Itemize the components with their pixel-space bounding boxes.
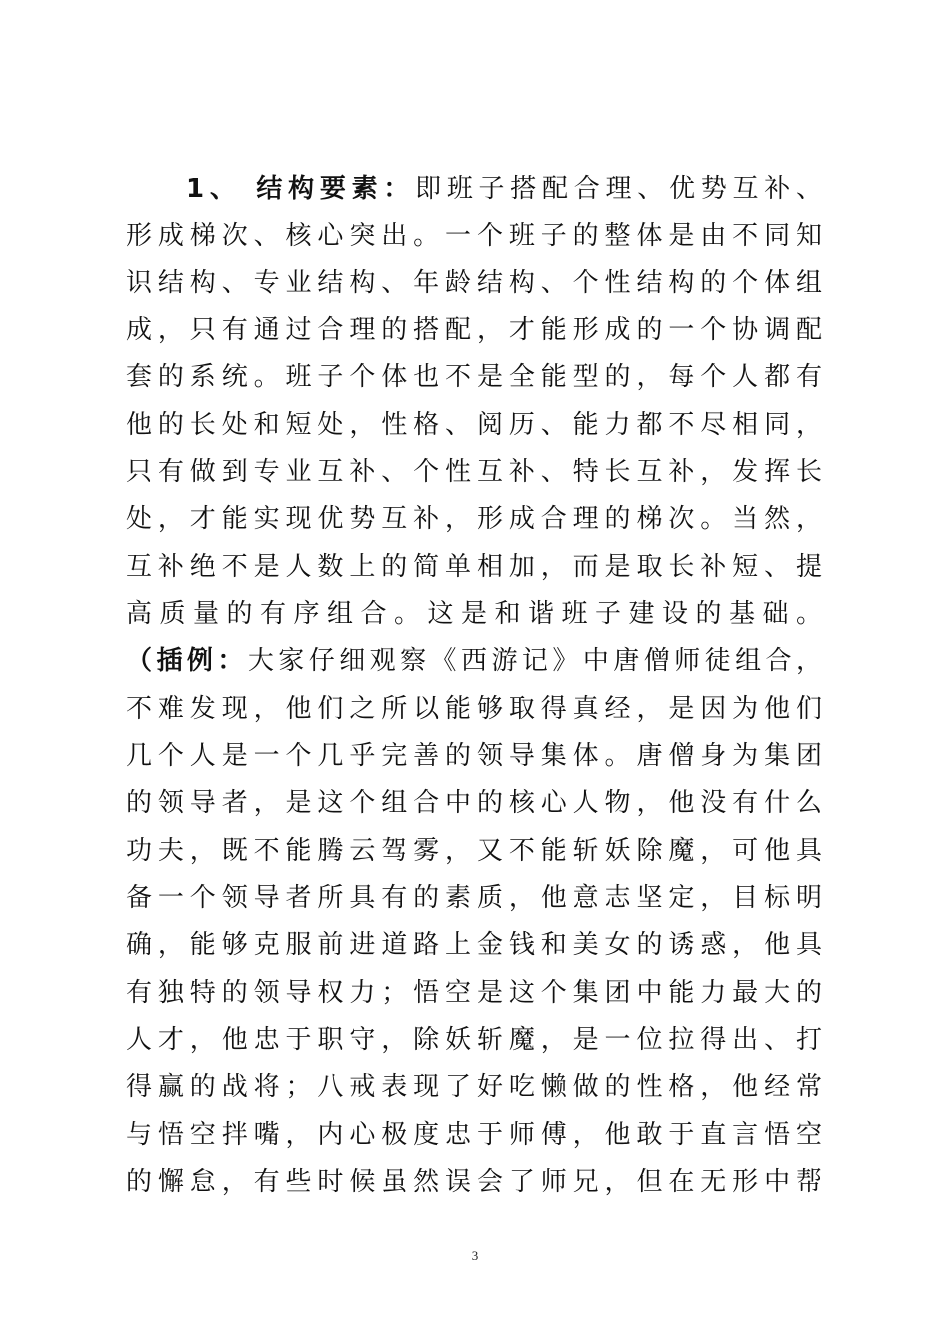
line-text: 套的系统。班子个体也不是全能型的，每个人都有 — [126, 362, 822, 392]
line-text: 处，才能实现优势互补，形成合理的梯次。当然， — [126, 504, 822, 534]
paragraph-line — [126, 594, 822, 634]
line-text: 只有做到专业互补、个性互补、特长互补，发挥长 — [126, 457, 822, 487]
paragraph-line — [126, 1020, 822, 1060]
line-text: 的领导者，是这个组合中的核心人物，他没有什么 — [126, 788, 822, 818]
line-text: 高质量的有序组合。这是和谐班子建设的基础。 — [126, 599, 822, 629]
paragraph-line — [126, 452, 822, 492]
line-text: 功夫，既不能腾云驾雾，又不能斩妖除魔，可他具 — [126, 836, 822, 866]
paragraph-line — [126, 263, 822, 303]
paragraph-line — [126, 783, 822, 823]
paragraph-line — [126, 1067, 822, 1107]
line-text: 有独特的领导权力；悟空是这个集团中能力最大的 — [126, 978, 822, 1008]
paragraph-line — [186, 169, 822, 209]
line-text: 即班子搭配合理、优势互补、 — [415, 174, 822, 204]
paragraph-line — [126, 216, 822, 256]
paragraph-line — [126, 547, 822, 587]
line-text: 大家仔细观察《西游记》中唐僧师徒组合， — [247, 646, 822, 676]
line-text: 他的长处和短处，性格、阅历、能力都不尽相同， — [126, 410, 822, 440]
paragraph-line — [126, 878, 822, 918]
example-heading: （插例： — [126, 646, 248, 676]
line-text: 得赢的战将；八戒表现了好吃懒做的性格，他经常 — [126, 1072, 822, 1102]
line-text: 人才，他忠于职守，除妖斩魔，是一位拉得出、打 — [126, 1025, 822, 1055]
line-text: 不难发现，他们之所以能够取得真经，是因为他们 — [126, 694, 822, 724]
line-text: 的懈怠，有些时候虽然误会了师兄，但在无形中帮 — [126, 1167, 822, 1197]
line-text: 与悟空拌嘴，内心极度忠于师傅，他敢于直言悟空 — [126, 1120, 822, 1150]
line-text: 几个人是一个几乎完善的领导集体。唐僧身为集团 — [126, 741, 822, 771]
line-text: 互补绝不是人数上的简单相加，而是取长补短、提 — [126, 552, 822, 582]
paragraph-line — [126, 973, 822, 1013]
line-text: 备一个领导者所具有的素质，他意志坚定，目标明 — [126, 883, 822, 913]
paragraph-line — [126, 831, 822, 871]
line-text: 形成梯次、核心突出。一个班子的整体是由不同知 — [126, 221, 822, 251]
paragraph-line — [126, 689, 822, 729]
paragraph-line — [126, 499, 822, 539]
line-text: 识结构、专业结构、年龄结构、个性结构的个体组 — [126, 268, 822, 298]
line-text: 确，能够克服前进道路上金钱和美女的诱惑，他具 — [126, 930, 822, 960]
section-heading: 1、 结构要素： — [186, 174, 416, 204]
paragraph-line — [126, 405, 822, 445]
paragraph-line — [126, 1115, 822, 1155]
paragraph-line — [126, 641, 822, 681]
paragraph-line — [126, 736, 822, 776]
line-text: 成，只有通过合理的搭配，才能形成的一个协调配 — [126, 315, 822, 345]
paragraph-line — [126, 357, 822, 397]
paragraph-line — [126, 1162, 822, 1202]
page-number: 3 — [471, 1248, 479, 1263]
paragraph-line — [126, 310, 822, 350]
paragraph-line — [126, 925, 822, 965]
